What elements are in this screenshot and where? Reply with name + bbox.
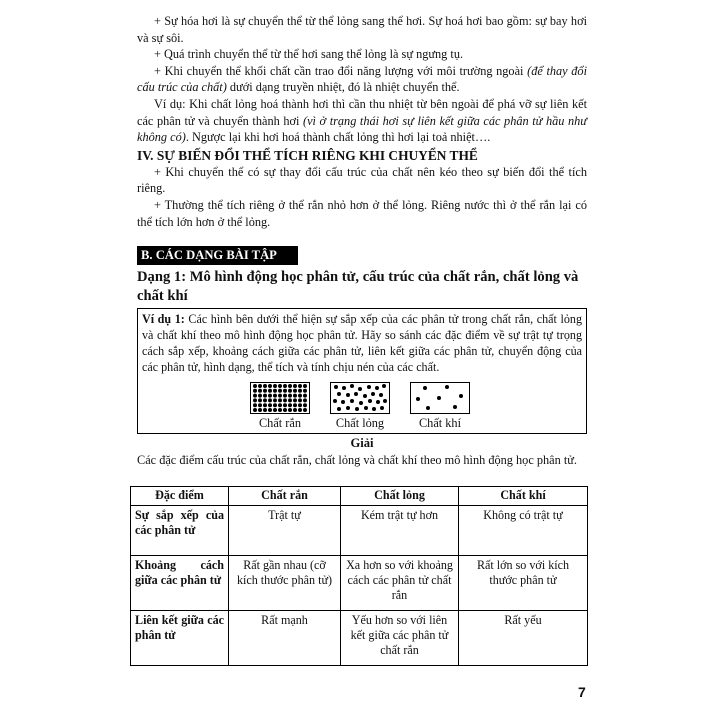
solid-molecule-dot <box>293 384 297 388</box>
solid-molecule-dot <box>303 408 307 412</box>
top-text-block <box>137 13 587 230</box>
solid-molecule-dot <box>288 403 292 407</box>
solid-molecule-dot <box>263 403 267 407</box>
solid-molecule-dot <box>258 384 262 388</box>
example-label: Ví dụ 1: <box>142 312 185 326</box>
comparison-table <box>130 486 588 666</box>
solid-molecule-dot <box>273 394 277 398</box>
solid-molecule-dot <box>298 403 302 407</box>
table-row <box>131 506 588 556</box>
solid-molecule-dot <box>288 389 292 393</box>
table-header: Đặc điểm <box>131 487 229 506</box>
solid-molecule-dot <box>303 403 307 407</box>
liquid-dots-svg <box>331 383 389 413</box>
solid-molecule-dot <box>298 398 302 402</box>
label-solid: Chất rắn <box>258 416 301 430</box>
text-run: . Ngược lại khi hơi hoá thành chất lỏng thì hơi lại toả nhiệt…. <box>185 130 491 145</box>
heading-section-iv: IV. SỰ BIẾN ĐỔI THỂ TÍCH RIÊNG KHI CHUYỂN THỂ <box>137 147 478 163</box>
solid-molecule-dot <box>258 389 262 393</box>
solid-molecule-dot <box>283 394 287 398</box>
solid-molecule-dot <box>288 384 292 388</box>
solid-molecule-dot <box>268 403 272 407</box>
table-cell: Trật tự <box>229 506 341 556</box>
table-header-row <box>131 487 588 506</box>
label-gas: Chất khí <box>418 416 461 430</box>
solid-molecule-dot <box>273 398 277 402</box>
gas-molecules-figure <box>410 382 470 414</box>
solid-molecule-dot <box>278 384 282 388</box>
table-header: Chất lỏng <box>341 487 459 506</box>
solid-molecule-dot <box>253 389 257 393</box>
solution-intro <box>137 452 587 469</box>
solid-molecule-dot <box>298 389 302 393</box>
italic-run: (để thay đổi cấu trúc của chất) <box>137 63 587 95</box>
text-run: Ví dụ: Khi chất lỏng hoá thành hơi thì cần thu nhiệt từ bên ngoài để phá vỡ sự liên kết các phân tử và chuyển thành hơi <box>137 96 587 128</box>
solid-molecule-dot <box>263 394 267 398</box>
table-cell: Khoảng cách giữa các phân tử <box>131 556 229 611</box>
solid-molecule-dot <box>288 408 292 412</box>
solid-molecule-dot <box>278 408 282 412</box>
table-cell: Không có trật tự <box>459 506 588 556</box>
solid-molecule-dot <box>258 394 262 398</box>
solid-molecule-dot <box>273 408 277 412</box>
solid-molecule-dot <box>303 398 307 402</box>
paragraph-latent-heat <box>137 63 587 96</box>
solid-molecule-dot <box>303 384 307 388</box>
gas-dots-svg <box>411 383 469 413</box>
solid-molecule-dot <box>258 408 262 412</box>
text-run: + Khi chuyển thể khối chất cần trao đổi năng lượng với môi trường ngoài <box>154 63 528 78</box>
solid-molecule-dot <box>283 403 287 407</box>
table-cell: Sự sắp xếp của các phân tử <box>131 506 229 556</box>
paragraph-volume-change: + Khi chuyển thể có sự thay đổi cấu trúc của chất nên kéo theo sự biến đổi thể tích riêng. <box>137 164 587 196</box>
table-header: Chất khí <box>459 487 588 506</box>
table-cell: Rất gần nhau (cỡ kích thước phân tử) <box>229 556 341 611</box>
solid-molecule-dot <box>263 408 267 412</box>
section-b-banner: B. CÁC DẠNG BÀI TẬP <box>137 246 298 265</box>
example-body: Các hình bên dưới thể hiện sự sắp xếp của các phân tử trong chất rắn, chất lỏng và chất khí theo mô hình động học phân tử. Hãy so sánh các đặc điểm về sự trật tự trọng cách sắp xếp, khoảng cách giữa các phân tử, liên kết giữa các phân tử, chuyển động của các phân tử, hình dạng, thể tích và tính chịu nén của các chất. <box>142 312 582 374</box>
paragraph-volume-water: + Thường thể tích riêng ở thể rắn nhỏ hơn ở thể lỏng. Riêng nước thì ở thể rắn lại có thể tích lớn hơn ở thể lỏng. <box>137 197 587 229</box>
solid-molecule-dot <box>263 398 267 402</box>
paragraph-vaporization: + Sự hóa hơi là sự chuyển thể từ thể lỏng sang thể hơi. Sự hoá hơi bao gồm: sự bay hơi và sự sôi. <box>137 14 587 45</box>
solid-molecule-dot <box>273 384 277 388</box>
solid-molecule-dot <box>293 389 297 393</box>
solid-molecule-dot <box>263 384 267 388</box>
solid-molecule-dot <box>268 408 272 412</box>
solid-molecule-dot <box>288 394 292 398</box>
table-row <box>131 611 588 666</box>
solid-molecule-dot <box>263 389 267 393</box>
solid-molecule-dot <box>268 389 272 393</box>
solid-molecule-dot <box>293 398 297 402</box>
dang-1-title: Dạng 1: Mô hình động học phân tử, cấu trúc của chất rắn, chất lỏng và chất khí <box>137 269 579 304</box>
table-cell: Rất yếu <box>459 611 588 666</box>
solid-molecule-dot <box>283 384 287 388</box>
solid-grid-svg <box>251 383 309 413</box>
solid-molecule-dot <box>278 394 282 398</box>
text-run: dưới dạng truyền nhiệt, đó là nhiệt chuyển thể. <box>226 80 460 95</box>
solid-molecules-figure <box>250 382 310 414</box>
solid-molecule-dot <box>283 398 287 402</box>
italic-run: (vì ở trạng thái hơi sự liên kết giữa các phân tử hầu như không có) <box>137 113 587 145</box>
table-row <box>131 556 588 611</box>
solid-molecule-dot <box>283 389 287 393</box>
table-cell: Kém trật tự hơn <box>341 506 459 556</box>
solid-molecule-dot <box>253 384 257 388</box>
table-cell: Rất lớn so với kích thước phân tử <box>459 556 588 611</box>
solution-title: Giải <box>350 436 374 450</box>
solid-molecule-dot <box>278 389 282 393</box>
solid-molecule-dot <box>278 403 282 407</box>
solid-molecule-dot <box>253 394 257 398</box>
solid-molecule-dot <box>293 403 297 407</box>
solid-molecule-dot <box>288 398 292 402</box>
solid-molecule-dot <box>278 398 282 402</box>
solid-molecule-dot <box>258 398 262 402</box>
solid-molecule-dot <box>293 394 297 398</box>
table-cell: Liên kết giữa các phân tử <box>131 611 229 666</box>
paragraph-condensation: + Quá trình chuyển thể từ thể hơi sang thể lỏng là sự ngưng tụ. <box>154 47 464 62</box>
solid-molecule-dot <box>258 403 262 407</box>
solid-molecule-dot <box>268 398 272 402</box>
table-cell: Rất mạnh <box>229 611 341 666</box>
table-cell: Xa hơn so với khoảng cách các phân tử chất rắn <box>341 556 459 611</box>
solid-molecule-dot <box>303 394 307 398</box>
liquid-molecules-figure <box>330 382 390 414</box>
solid-molecule-dot <box>253 408 257 412</box>
solid-molecule-dot <box>293 408 297 412</box>
example-text <box>142 311 582 375</box>
solid-molecule-dot <box>268 384 272 388</box>
solid-molecule-dot <box>273 389 277 393</box>
solid-molecule-dot <box>268 394 272 398</box>
page-number: 7 <box>578 684 586 700</box>
solid-molecule-dot <box>298 408 302 412</box>
solid-molecule-dot <box>253 403 257 407</box>
example-box <box>137 308 587 434</box>
table-header: Chất rắn <box>229 487 341 506</box>
solid-molecule-dot <box>273 403 277 407</box>
paragraph-example-heat <box>137 96 587 146</box>
solution-intro-text: Các đặc điểm cấu trúc của chất rắn, chất lỏng và chất khí theo mô hình động học phân tử. <box>137 453 577 467</box>
label-liquid: Chất lỏng <box>335 416 385 430</box>
solid-molecule-dot <box>298 394 302 398</box>
solid-molecule-dot <box>303 389 307 393</box>
solid-molecule-dot <box>283 408 287 412</box>
solid-molecule-dot <box>253 398 257 402</box>
table-cell: Yếu hơn so với liên kết giữa các phân tử chất rắn <box>341 611 459 666</box>
solid-molecule-dot <box>298 384 302 388</box>
